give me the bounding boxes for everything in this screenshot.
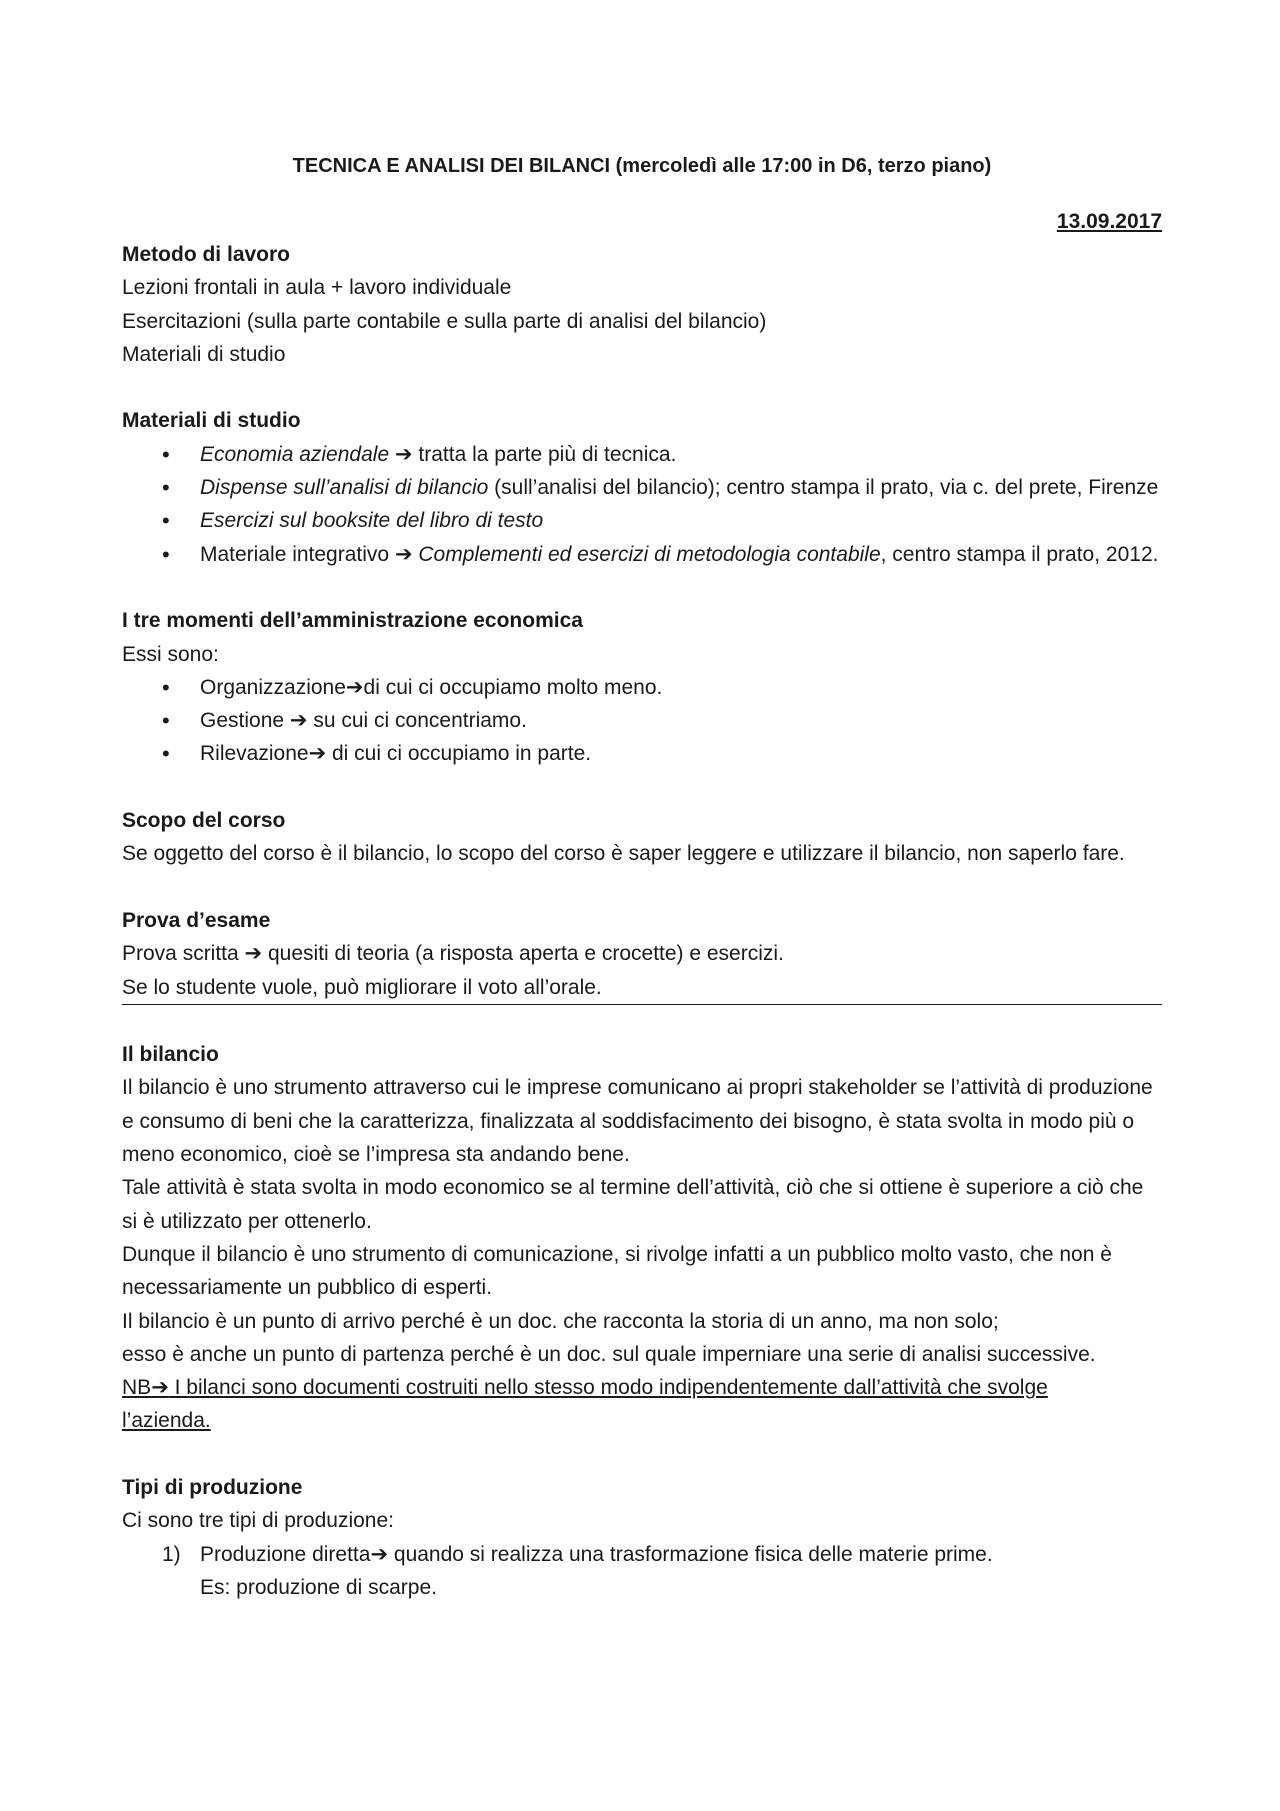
metodo-line: Materiali di studio (122, 342, 286, 366)
list-item-text: Materiale integrativo (200, 542, 395, 566)
heading-bilancio: Il bilancio (122, 1043, 219, 1067)
book-title: Esercizi sul booksite del libro di testo (200, 509, 544, 533)
arrow-icon: ➔ (370, 1542, 389, 1566)
list-item (122, 538, 1162, 571)
list-item-term: Gestione (200, 709, 290, 733)
document-body (122, 150, 1162, 1604)
produzione-list (122, 1538, 1162, 1605)
prova-line-ruled: Se lo studente vuole, può migliorare il voto all’orale. (122, 971, 1162, 1005)
list-item-term: Rilevazione (200, 742, 309, 766)
list-number: 1) (162, 1542, 181, 1566)
arrow-icon: ➔ (394, 442, 413, 466)
section-metodo (122, 238, 1162, 371)
heading-momenti: I tre momenti dell’amministrazione economica (122, 609, 583, 633)
heading-prova: Prova d’esame (122, 908, 271, 932)
list-item (122, 471, 1162, 504)
note-text: I bilanci sono documenti costruiti nello stesso modo indipendentemente dall’attività che svolge l’azienda. (122, 1376, 1048, 1433)
arrow-icon: ➔ (345, 675, 364, 699)
list-item-text: tratta la parte più di tecnica. (418, 442, 677, 466)
arrow-icon: ➔ (308, 742, 327, 766)
list-item (122, 704, 1162, 737)
list-item (122, 737, 1162, 770)
section-momenti (122, 604, 1162, 770)
bilancio-paragraph: esso è anche un punto di partenza perché è un doc. sul quale imperniare una serie di analisi successive. (122, 1342, 1096, 1366)
section-materiali (122, 404, 1162, 570)
prova-term: Prova scritta (122, 942, 245, 966)
page-title: TECNICA E ANALISI DEI BILANCI (mercoledì alle 17:00 in D6, terzo piano) (292, 155, 992, 177)
heading-scopo: Scopo del corso (122, 809, 286, 833)
prova-text: quesiti di teoria (a risposta aperta e crocette) e esercizi. (262, 942, 784, 966)
section-prova (122, 904, 1162, 1005)
scopo-text: Se oggetto del corso è il bilancio, lo scopo del corso è saper leggere e utilizzare il bilancio, non saperlo fare. (122, 842, 1125, 866)
list-item-text: quando si realizza una trasformazione fisica delle materie prime. (388, 1542, 993, 1566)
bilancio-paragraph: Dunque il bilancio è uno strumento di comunicazione, si rivolge infatti a un pubblico molto vasto, che non è necessariamente un pubblico di esperti. (122, 1242, 1112, 1300)
list-item (122, 671, 1162, 704)
book-title: Dispense sull’analisi di bilancio (200, 476, 489, 500)
metodo-line: Esercitazioni (sulla parte contabile e sulla parte di analisi del bilancio) (122, 309, 767, 333)
momenti-intro: Essi sono: (122, 642, 219, 666)
arrow-icon: ➔ (151, 1376, 169, 1400)
list-item-text: di cui ci occupiamo in parte. (326, 742, 592, 766)
list-item (122, 504, 1162, 537)
section-produzione (122, 1471, 1162, 1604)
arrow-icon: ➔ (244, 942, 263, 966)
materiali-list (122, 438, 1162, 571)
list-item-example: Es: produzione di scarpe. (200, 1575, 437, 1599)
bilancio-paragraph: Il bilancio è uno strumento attraverso cui le imprese comunicano ai propri stakeholder se l’attività di produzione e consumo di beni che la caratterizza, finalizzata al soddisfacimento dei bisogno, è stata svolta in modo più o meno economico, cioè se l’impresa sta andando bene. (122, 1076, 1153, 1167)
list-item (122, 1538, 1162, 1605)
book-title: Economia aziendale (200, 442, 390, 466)
section-bilancio (122, 1038, 1162, 1438)
heading-produzione: Tipi di produzione (122, 1475, 303, 1499)
produzione-intro: Ci sono tre tipi di produzione: (122, 1509, 394, 1533)
metodo-line: Lezioni frontali in aula + lavoro individuale (122, 276, 512, 300)
list-item-text: di cui ci occupiamo molto meno. (363, 675, 663, 699)
note-label: NB (122, 1376, 152, 1400)
list-item-text: , centro stampa il prato, 2012. (880, 542, 1159, 566)
heading-materiali: Materiali di studio (122, 409, 301, 433)
list-item-term: Organizzazione (200, 675, 346, 699)
list-item-text: (sull’analisi del bilancio); centro stampa il prato, via c. del prete, Firenze (488, 476, 1159, 500)
bilancio-paragraph: Tale attività è stata svolta in modo economico se al termine dell’attività, ciò che si ottiene è superiore a ciò che si è utilizzato per ottenerlo. (122, 1176, 1144, 1233)
list-item (122, 438, 1162, 471)
list-item-text: su cui ci concentriamo. (307, 709, 527, 733)
book-title: Complementi ed esercizi di metodologia contabile (418, 542, 881, 566)
section-scopo (122, 804, 1162, 871)
document-date: 13.09.2017 (1056, 210, 1162, 233)
arrow-icon: ➔ (394, 542, 413, 566)
list-item-term: Produzione diretta (200, 1542, 371, 1566)
bilancio-note (122, 1371, 1102, 1438)
prova-line (122, 937, 1162, 970)
heading-metodo: Metodo di lavoro (122, 243, 290, 266)
bilancio-paragraph: Il bilancio è un punto di arrivo perché è un doc. che racconta la storia di un anno, ma non solo; (122, 1309, 999, 1333)
arrow-icon: ➔ (289, 709, 308, 733)
momenti-list (122, 671, 1162, 771)
